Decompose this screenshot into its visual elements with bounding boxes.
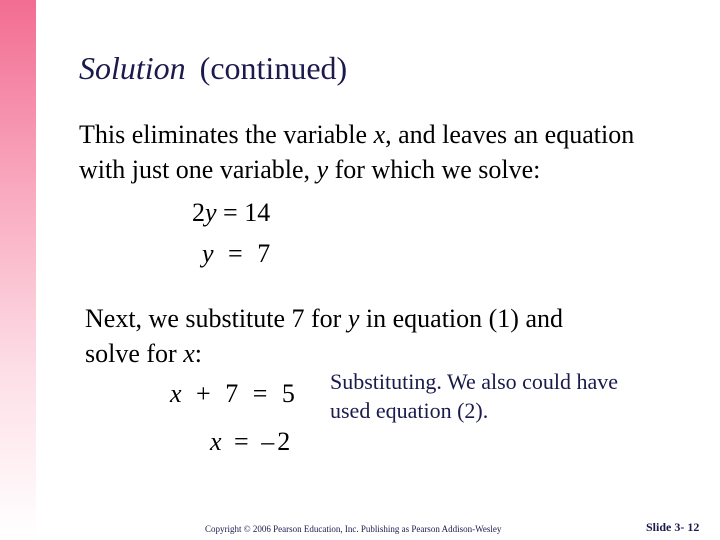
paragraph-line: solve for x: <box>85 339 202 368</box>
side-note: Substituting. We also could have used equation (2). <box>330 369 619 423</box>
equation-x-minus-2: x = –2 <box>210 427 294 456</box>
slide-number: Slide 3- 12 <box>646 520 700 534</box>
equation-x-plus-7-5: x + 7 = 5 <box>170 379 299 408</box>
paragraph-substitute <box>85 301 563 371</box>
paragraph-line: This eliminates the variable x, and leaves an equation <box>79 120 635 149</box>
paragraph-line: Next, we substitute 7 for y in equation (1) and <box>85 304 563 333</box>
variable-y: y <box>316 155 329 184</box>
variable-y: y <box>347 304 360 333</box>
variable-x: x <box>373 120 386 149</box>
copyright-footer: Copyright © 2006 Pearson Education, Inc. Publishing as Pearson Addison-Wesley <box>205 524 502 534</box>
decorative-left-bar <box>0 0 36 540</box>
equation-2y-14: 2y = 14 <box>192 198 271 227</box>
slide-title <box>79 50 347 87</box>
title-italic: Solution <box>79 50 186 86</box>
variable-x: x <box>183 339 195 368</box>
title-rest: (continued) <box>199 50 348 86</box>
paragraph-line: with just one variable, y for which we solve: <box>79 155 541 184</box>
paragraph-eliminate <box>79 117 634 187</box>
equation-y-7: y = 7 <box>202 239 275 268</box>
